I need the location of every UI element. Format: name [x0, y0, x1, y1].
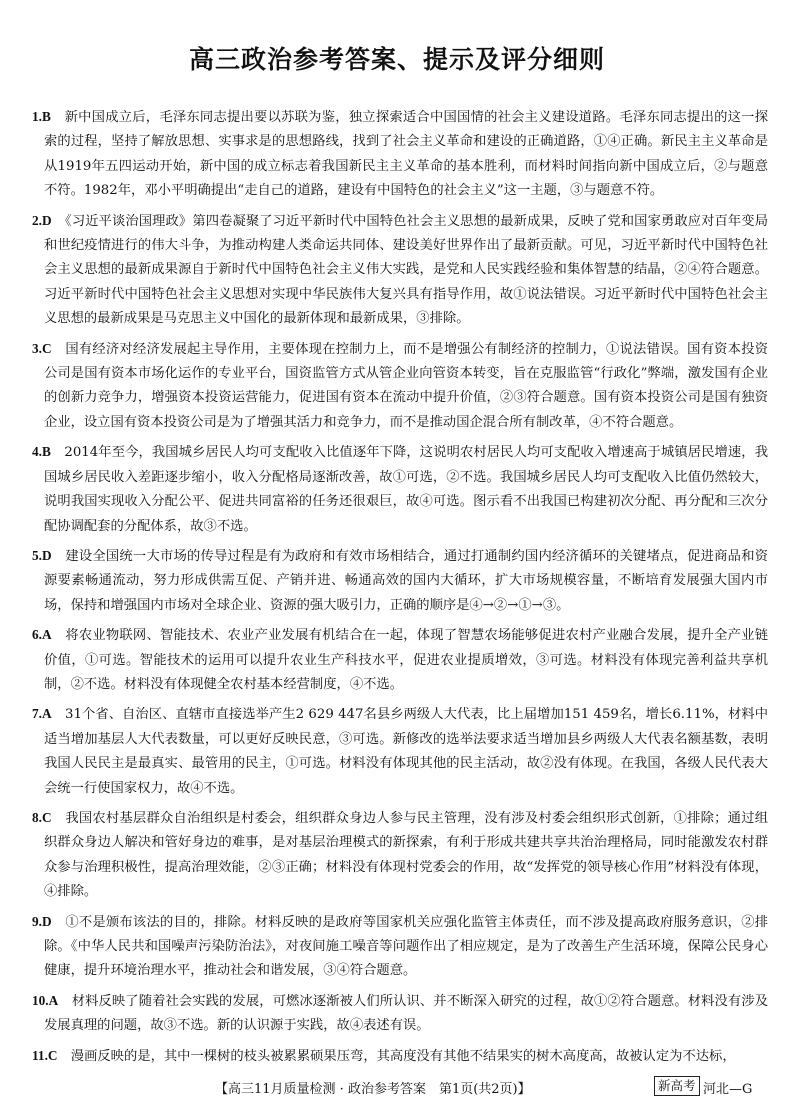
answer-item — [32, 440, 768, 539]
answer-number: 10. — [32, 992, 49, 1008]
answer-number: 8. — [32, 809, 42, 825]
answer-number: 7. — [32, 706, 42, 722]
answer-explanation: 2014年至今，我国城乡居民人均可支配收入比值逐年下降，这说明农村居民人均可支配收入增速高于城镇居民增速，我国城乡居民收入差距逐步缩小，收入分配格局逐渐改善，故①可选，②不选。我国城乡居民人均可支配收入比值仍然较大，说明我国实现收入分配公平、促进共同富裕的任务还很艰巨，故④可选。图示看不出我国已构建初次分配、再分配和三次分配协调配套的分配体系，故③不选。 — [44, 445, 768, 534]
answer-item — [32, 544, 768, 618]
answer-number: 2. — [32, 212, 42, 228]
answer-item — [32, 623, 768, 697]
answer-explanation: ①不是颁布该法的目的，排除。材料反映的是政府等国家机关应强化监管主体责任，而不涉及提高政府服务意识，②排除。《中华人民共和国噪声污染防治法》，对夜间施工噪音等问题作出了相应规定，是为了改善生产生活环境，保障公民身心健康，提升环境治理水平，推动社会和谐发展，③④符合题意。 — [44, 914, 769, 979]
answer-explanation: 国有经济对经济发展起主导作用，主要体现在控制力上，而不是增强公有制经济的控制力，①说法错误。国有资本投资公司是国有资本市场化运作的专业平台，国资监管方式从管企业向管资本转变，旨在克服监管“行政化”弊端，激发国有企业的创新力竞争力，增强资本投资运营能力，促进国有资本在流动中提升价值，②③符合题意。国有资本投资公司是国有独资企业，设立国有资本投资公司是为了增强其活力和竞争力，而不是推动国企混合所有制改革，④不符合题意。 — [44, 341, 769, 430]
answer-letter: A — [48, 992, 59, 1008]
answer-explanation: 《习近平谈治国理政》第四卷凝聚了习近平新时代中国特色社会主义思想的最新成果，反映了党和国家勇敢应对百年变局和世纪疫情进行的伟大斗争，为推动构建人类命运共同体、建设美好世界作出了最新贡献。可见，习近平新时代中国特色社会主义思想的最新成果源自于新时代中国特色社会主义伟大实践，是党和人民实践经验和集体智慧的结晶，②④符合题意。习近平新时代中国特色社会主义思想对实现中华民族伟大复兴具有指导作用，故①说法错误。习近平新时代中国特色社会主义思想的最新成果是马克思主义中国化的最新体现和最新成果，③排除。 — [44, 213, 768, 327]
region-code: 河北—G — [703, 1082, 753, 1097]
answer-item — [32, 989, 768, 1039]
answer-item — [32, 702, 768, 801]
answer-letter: B — [41, 109, 51, 124]
answer-letter: C — [47, 1047, 58, 1063]
page-title: 高三政治参考答案、提示及评分细则 — [188, 45, 605, 74]
answer-letter: C — [41, 340, 52, 356]
answer-list — [32, 105, 768, 1074]
answer-explanation: 新中国成立后，毛泽东同志提出要以苏联为鉴，独立探索适合中国国情的社会主义建设道路。毛泽东同志提出的这一探索的过程，坚持了解放思想、实事求是的思想路线，找到了社会主义革命和建设的正确道路，①④正确。新民主主义革命是从1919年五四运动开始，新中国的成立标志着我国新民主主义革命的基本胜利，而材料时间指向新中国成立后，②与题意不符。1982年，邓小平明确提出“走自己的道路，建设有中国特色的社会主义”这一主题，③与题意不符。 — [44, 110, 768, 199]
answer-number: 4. — [32, 444, 42, 460]
answer-explanation: 材料反映了随着社会实践的发展，可燃冰逐渐被人们所认识、并不断深入研究的过程，故①②符合题意。材料没有涉及发展真理的问题，故③不选。新的认识源于实践，故④表述有误。 — [44, 993, 769, 1034]
answer-number: 9. — [32, 913, 42, 929]
answer-explanation: 将农业物联网、智能技术、农业产业发展有机结合在一起，体现了智慧农场能够促进农村产业融合发展，提升全产业链价值，①可选。智能技术的运用可以提升农业生产科技水平，促进农业提质增效，③可选。材料没有体现完善利益共享机制，②不选。材料没有体现健全农村基本经营制度，④不选。 — [44, 628, 769, 692]
answer-letter: B — [41, 444, 51, 460]
answer-letter: A — [41, 627, 52, 643]
answer-number: 1. — [32, 109, 42, 124]
page-footer — [0, 1076, 794, 1098]
answer-number: 11. — [32, 1047, 48, 1063]
answer-item — [32, 209, 768, 332]
answer-item — [32, 910, 768, 984]
exam-badge: 新高考 — [654, 1076, 700, 1096]
footer-text: 【高三11月质量检测 · 政治参考答案 第1页(共2页)】 — [215, 1082, 531, 1097]
answer-number: 3. — [32, 340, 42, 356]
answer-item — [32, 337, 768, 436]
answer-explanation: 建设全国统一大市场的传导过程是有为政府和有效市场相结合，通过打通制约国内经济循环的关键堵点，促进商品和资源要素畅通流动，努力形成供需互促、产销并进、畅通高效的国内大循环，扩大市场规模容量，不断培育发展强大国内市场，保持和增强国内市场对全球企业、资源的强大吸引力，正确的顺序是④→②→①→③。 — [44, 548, 769, 613]
answer-item — [32, 806, 768, 905]
answer-item — [32, 105, 768, 204]
answer-letter: C — [41, 809, 52, 825]
answer-item — [32, 1044, 768, 1069]
answer-letter: A — [41, 706, 52, 722]
answer-letter: D — [41, 547, 52, 563]
answer-explanation: 我国农村基层群众自治组织是村委会，组织群众身边人参与民主管理，没有涉及村委会组织形式创新，①排除；通过组织群众身边人解决和管好身边的难事，是对基层治理模式的新探索，有利于形成共建共享共治治理格局，同时能激发农村群众参与治理积极性，提高治理效能，②③正确；材料没有体现村党委会的作用，故“发挥党的领导核心作用”材料没有体现，④排除。 — [44, 810, 769, 900]
answer-letter: D — [41, 913, 52, 929]
answer-explanation: 31个省、自治区、直辖市直接选举产生2 629 447名县乡两级人大代表，比上届增加151 459名，增长6.11%，材料中适当增加基层人大代表数量，可以更好反映民意，③可选。新修改的选举法要求适当增加县乡两级人大代表名额基数，表明我国人民民主是最真实、最管用的民主，①可选。材料没有体现其他的民主活动，故②没有体现。在我国，各级人民代表大会统一行使国家权力，故④不选。 — [44, 707, 768, 796]
answer-number: 6. — [32, 627, 42, 643]
answer-letter: D — [41, 212, 52, 228]
answer-explanation: 漫画反映的是，其中一棵树的枝头被累累硕果压弯，其高度没有其他不结果实的树木高度高，故被认定为不达标， — [70, 1048, 736, 1064]
answer-number: 5. — [32, 547, 42, 563]
